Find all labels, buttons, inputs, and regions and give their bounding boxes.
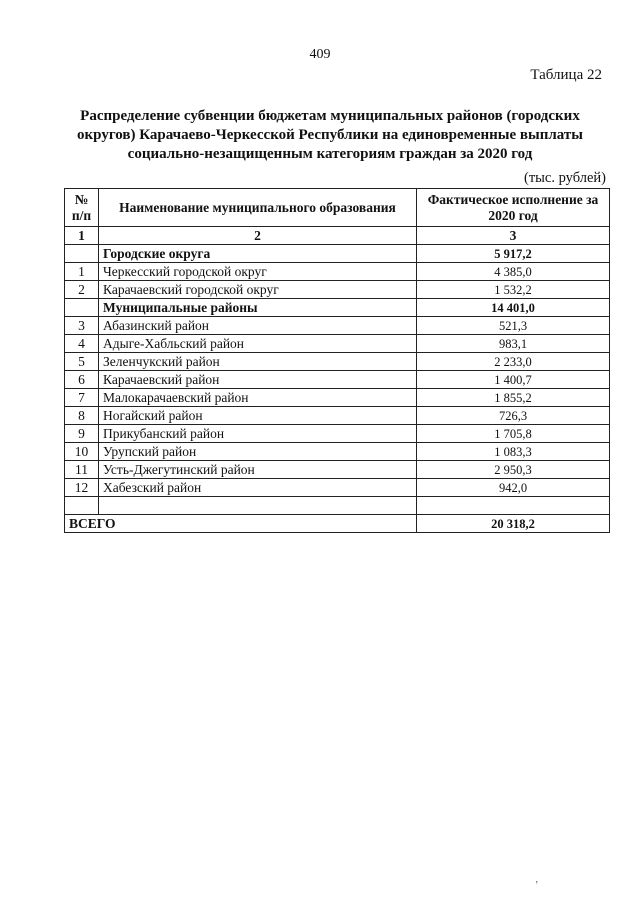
units-label: (тыс. рублей) <box>524 170 606 186</box>
row-name: Малокарачаевский район <box>99 389 417 407</box>
row-number: 6 <box>65 371 99 389</box>
row-name: Прикубанский район <box>99 425 417 443</box>
row-number: 12 <box>65 479 99 497</box>
column-number-row <box>65 227 610 245</box>
row-number <box>65 245 99 263</box>
row-number: 5 <box>65 353 99 371</box>
title-line: Распределение субвенции бюджетам муниципальных районов (городских <box>80 108 580 124</box>
table-row <box>65 407 610 425</box>
header-value: Фактическое исполнение за 2020 год <box>417 189 610 227</box>
row-value: 1 705,8 <box>417 425 610 443</box>
row-name: Ногайский район <box>99 407 417 425</box>
page-number: 409 <box>309 47 331 62</box>
total-row <box>65 515 610 533</box>
table-row <box>65 299 610 317</box>
col-number: 3 <box>417 227 610 245</box>
row-name: Хабезский район <box>99 479 417 497</box>
row-name: Зеленчукский район <box>99 353 417 371</box>
total-label: ВСЕГО <box>65 515 417 533</box>
title-line: социально-незащищенным категориям граждан за 2020 год <box>127 146 533 162</box>
header-num: № п/п <box>65 189 99 227</box>
table-row <box>65 281 610 299</box>
row-number: 8 <box>65 407 99 425</box>
row-value: 521,3 <box>417 317 610 335</box>
row-name: Урупский район <box>99 443 417 461</box>
col-number: 1 <box>65 227 99 245</box>
table-row <box>65 461 610 479</box>
row-name: Черкесский городской округ <box>99 263 417 281</box>
row-value: 1 400,7 <box>417 371 610 389</box>
empty-cell <box>99 497 417 515</box>
row-number: 7 <box>65 389 99 407</box>
empty-cell <box>417 497 610 515</box>
empty-cell <box>65 497 99 515</box>
title-line: округов) Карачаево-Черкесской Республики на единовременные выплаты <box>77 127 583 143</box>
row-number: 1 <box>65 263 99 281</box>
table-row <box>65 317 610 335</box>
row-value: 1 855,2 <box>417 389 610 407</box>
table-row <box>65 371 610 389</box>
row-name: Адыге-Хабльский район <box>99 335 417 353</box>
row-number: 9 <box>65 425 99 443</box>
row-value: 1 532,2 <box>417 281 610 299</box>
table-row <box>65 245 610 263</box>
row-name: Усть-Джегутинский район <box>99 461 417 479</box>
row-value: 4 385,0 <box>417 263 610 281</box>
document-title <box>60 107 600 164</box>
row-number: 3 <box>65 317 99 335</box>
row-value: 5 917,2 <box>417 245 610 263</box>
table-label: Таблица 22 <box>530 67 602 83</box>
row-name: Абазинский район <box>99 317 417 335</box>
row-number: 11 <box>65 461 99 479</box>
empty-row <box>65 497 610 515</box>
row-value: 2 950,3 <box>417 461 610 479</box>
row-value: 14 401,0 <box>417 299 610 317</box>
table-header-row <box>65 189 610 227</box>
table-row <box>65 335 610 353</box>
table-row <box>65 389 610 407</box>
table-row <box>65 353 610 371</box>
row-name: Городские округа <box>99 245 417 263</box>
table-row <box>65 263 610 281</box>
row-number: 4 <box>65 335 99 353</box>
row-name: Муниципальные районы <box>99 299 417 317</box>
row-value: 726,3 <box>417 407 610 425</box>
row-number: 2 <box>65 281 99 299</box>
subsidy-table <box>64 188 610 533</box>
row-value: 942,0 <box>417 479 610 497</box>
row-value: 2 233,0 <box>417 353 610 371</box>
row-number: 10 <box>65 443 99 461</box>
row-value: 1 083,3 <box>417 443 610 461</box>
table-row <box>65 479 610 497</box>
row-name: Карачаевский городской округ <box>99 281 417 299</box>
table-row <box>65 443 610 461</box>
row-number <box>65 299 99 317</box>
table-row <box>65 425 610 443</box>
row-name: Карачаевский район <box>99 371 417 389</box>
table-body <box>65 245 610 497</box>
header-name: Наименование муниципального образования <box>99 189 417 227</box>
scan-mark: ʼ <box>535 880 539 891</box>
row-value: 983,1 <box>417 335 610 353</box>
total-value: 20 318,2 <box>417 515 610 533</box>
col-number: 2 <box>99 227 417 245</box>
